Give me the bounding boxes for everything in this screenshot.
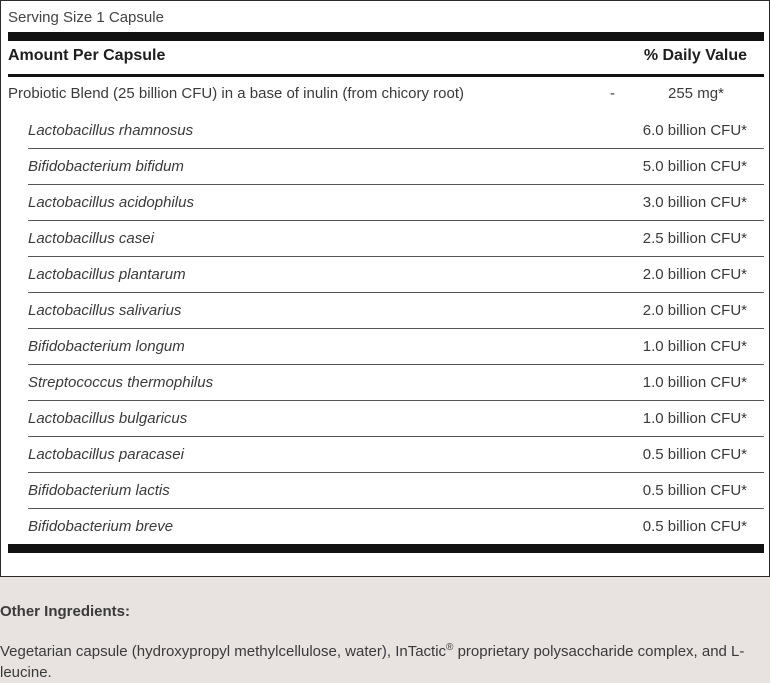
strain-amount: 2.5 billion CFU* xyxy=(642,230,747,247)
strain-row xyxy=(8,292,764,328)
daily-value-header: % Daily Value xyxy=(643,47,747,64)
table-header xyxy=(8,47,764,67)
row-divider xyxy=(28,436,764,437)
strain-row xyxy=(8,400,764,436)
row-divider xyxy=(28,148,764,149)
strain-name: Streptococcus thermophilus xyxy=(28,374,214,391)
strain-name: Lactobacillus bulgaricus xyxy=(28,410,188,427)
strain-name: Lactobacillus acidophilus xyxy=(28,194,194,211)
strain-row xyxy=(8,364,764,400)
strain-amount: 0.5 billion CFU* xyxy=(642,482,747,499)
other-ingredients-text-before: Vegetarian capsule (hydroxypropyl methylcellulose, water), InTactic xyxy=(0,643,447,660)
strain-amount: 0.5 billion CFU* xyxy=(642,446,747,463)
strain-row xyxy=(8,112,764,148)
strain-name: Bifidobacterium lactis xyxy=(28,482,170,499)
strain-amount: 2.0 billion CFU* xyxy=(642,266,747,283)
strain-amount: 0.5 billion CFU* xyxy=(642,518,747,535)
strain-row xyxy=(8,256,764,292)
strain-name: Lactobacillus plantarum xyxy=(28,266,186,283)
row-divider xyxy=(28,292,764,293)
other-ingredients-text xyxy=(0,637,765,683)
row-divider xyxy=(28,508,764,509)
strain-amount: 6.0 billion CFU* xyxy=(642,122,747,139)
blend-amount: 255 mg* xyxy=(668,85,724,102)
strain-row xyxy=(8,184,764,220)
strain-name: Lactobacillus rhamnosus xyxy=(28,122,194,139)
strain-name: Lactobacillus paracasei xyxy=(28,446,184,463)
strain-name: Bifidobacterium longum xyxy=(28,338,185,355)
strain-amount: 3.0 billion CFU* xyxy=(642,194,747,211)
strain-row xyxy=(8,220,764,256)
other-ingredients-title: Other Ingredients: xyxy=(0,603,131,620)
strain-amount: 1.0 billion CFU* xyxy=(642,410,747,427)
row-divider xyxy=(28,256,764,257)
row-divider xyxy=(28,472,764,473)
blend-daily-value: - xyxy=(610,85,615,102)
strain-row xyxy=(8,328,764,364)
strain-name: Bifidobacterium bifidum xyxy=(28,158,184,175)
row-divider xyxy=(28,364,764,365)
strain-amount: 2.0 billion CFU* xyxy=(642,302,747,319)
other-ingredients-text-after: proprietary polysaccharide complex, and L-leucine. xyxy=(0,643,745,681)
top-divider xyxy=(8,32,764,41)
strain-amount: 5.0 billion CFU* xyxy=(642,158,747,175)
strain-name: Lactobacillus salivarius xyxy=(28,302,182,319)
strain-row xyxy=(8,148,764,184)
row-divider xyxy=(28,400,764,401)
amount-per-capsule-header: Amount Per Capsule xyxy=(8,47,166,64)
strain-row xyxy=(8,472,764,508)
row-divider xyxy=(28,184,764,185)
bottom-divider xyxy=(8,544,764,553)
row-divider xyxy=(28,220,764,221)
serving-size: Serving Size 1 Capsule xyxy=(8,9,164,26)
strain-amount: 1.0 billion CFU* xyxy=(642,338,747,355)
header-divider xyxy=(8,74,764,77)
strain-name: Lactobacillus casei xyxy=(28,230,154,247)
row-divider xyxy=(28,328,764,329)
trademark-symbol: ® xyxy=(446,642,454,653)
strain-row xyxy=(8,436,764,472)
strain-amount: 1.0 billion CFU* xyxy=(642,374,747,391)
blend-name: Probiotic Blend (25 billion CFU) in a base of inulin (from chicory root) xyxy=(8,85,465,102)
strain-row xyxy=(8,508,764,544)
strain-name: Bifidobacterium breve xyxy=(28,518,174,535)
